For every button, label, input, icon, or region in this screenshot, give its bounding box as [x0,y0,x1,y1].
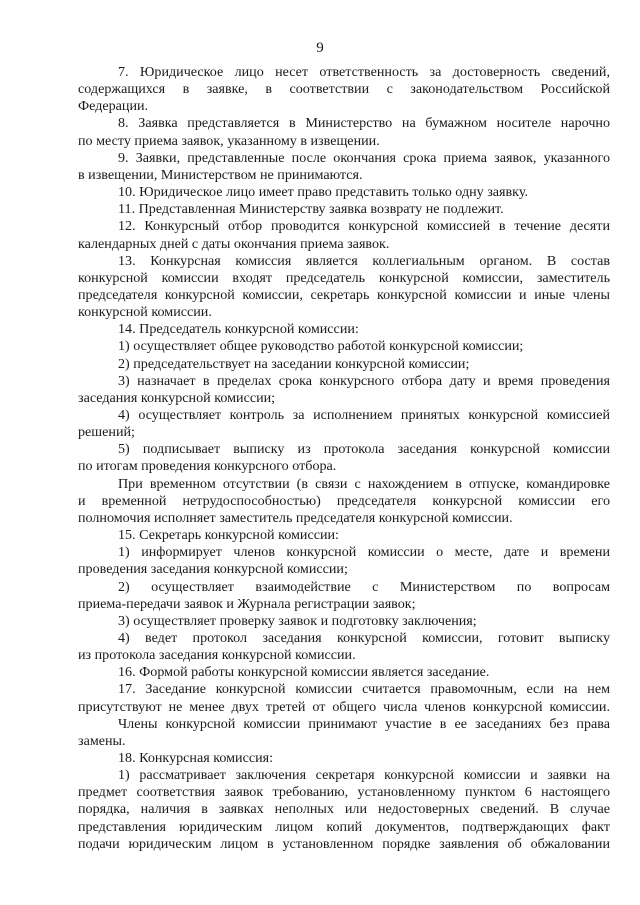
text-line: 11. Представленная Министерству заявка возврату не подлежит. [118,201,504,218]
text-line: При временном отсутствии (в связи с нахождением в отпуске, командировке [118,475,610,492]
text-line: и временной нетрудоспособностью) председателя конкурсной комиссии его [78,492,610,509]
text-line: 15. Секретарь конкурсной комиссии: [118,527,339,543]
text-line: полномочия исполняет заместитель председателя конкурсной комиссии. [78,509,513,526]
text-line: 12. Конкурсный отбор проводится конкурсной комиссией в течение десяти [118,218,610,235]
text-line: 1) осуществляет общее руководство работой конкурсной комиссии; [118,338,524,355]
text-line: представления юридическим лицом копий документов, подтверждающих факт [78,818,610,835]
text-line: предмет соответствия заявок требованию, установленному пунктом 6 настоящего [78,784,610,801]
text-line: из протокола заседания конкурсной комиссии. [78,647,356,664]
text-line: приема-передачи заявок и Журнала регистрации заявок; [78,595,416,612]
text-line: председателя конкурсной комиссии, секретарь конкурсной комиссии и иные члены [78,286,610,303]
text-line: в извещении, Министерством не принимаются. [78,166,363,183]
text-line: по месту приема заявок, указанному в извещении. [78,132,380,149]
text-line: 4) осуществляет контроль за исполнением принятых конкурсной комиссией [118,407,610,423]
text-line: порядка, наличия в заявках неполных или недостоверных сведений. В случае [78,801,610,818]
text-line: Члены конкурсной комиссии принимают участие в ее заседаниях без права [118,715,610,732]
text-line: замены. [78,732,126,749]
text-line: заседания конкурсной комиссии; [78,389,276,406]
text-line: Федерации. [78,98,149,115]
text-line: 1) информирует членов конкурсной комиссии о месте, дате и времени [118,544,610,561]
text-line: присутствуют не менее двух третей от общего числа членов конкурсной комиссии. [78,698,610,715]
text-line: 2) председательствует на заседании конкурсной комиссии; [118,355,470,372]
text-line: 10. Юридическое лицо имеет право представить только одну заявку. [118,184,528,200]
text-line: содержащихся в заявке, в соответствии с законодательством Российской [78,81,610,98]
text-line: 5) подписывает выписку из протокола заседания конкурсной комиссии [118,441,610,458]
text-line: 13. Конкурсная комиссия является коллегиальным органом. В состав [118,252,610,269]
text-line: конкурсной комиссии. [78,304,212,321]
text-line: решений; [78,424,135,441]
text-line: по итогам проведения конкурсного отбора. [78,458,337,475]
text-line: 18. Конкурсная комиссия: [118,750,274,766]
text-line: 3) осуществляет проверку заявок и подготовку заключения; [118,612,477,629]
text-line: 14. Председатель конкурсной комиссии: [118,321,359,338]
text-line: 8. Заявка представляется в Министерство на бумажном носителе нарочно [118,115,610,132]
text-line: 4) ведет протокол заседания конкурсной комиссии, готовит выписку [118,629,610,646]
text-line: проведения заседания конкурсной комиссии; [78,561,348,578]
text-line: 1) рассматривает заключения секретаря конкурсной комиссии и заявки на [118,767,610,784]
text-line: календарных дней с даты окончания приема заявок. [78,235,390,252]
text-line: 16. Формой работы конкурсной комиссии является заседание. [118,664,490,681]
page-number: 9 [316,40,324,56]
text-line: 3) назначает в пределах срока конкурсного отбора дату и время проведения [118,372,610,389]
text-line: конкурсной комиссии входят председатель конкурсной комиссии, заместитель [78,269,610,286]
text-line: 7. Юридическое лицо несет ответственность за достоверность сведений, [118,64,610,80]
text-line: подачи юридическим лицом в установленном порядке заявления об обжаловании [78,835,610,852]
text-line: 9. Заявки, представленные после окончания срока приема заявок, указанного [118,149,610,166]
text-line: 2) осуществляет взаимодействие с Министерством по вопросам [118,578,610,595]
text-line: 17. Заседание конкурсной комиссии считается правомочным, если на нем [118,681,610,698]
